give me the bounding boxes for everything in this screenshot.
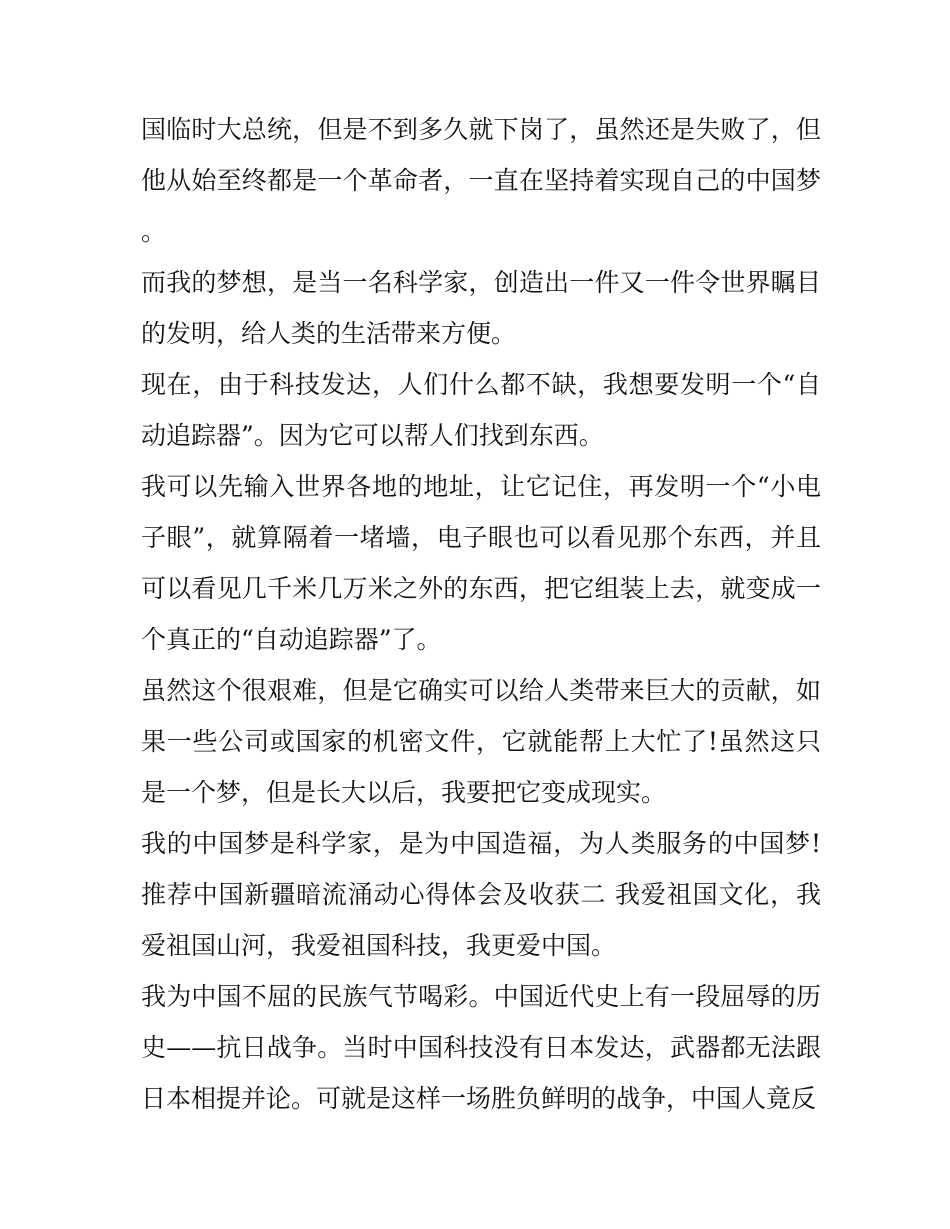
paragraph-7: 我为中国不屈的民族气节喝彩。中国近代史上有一段屈辱的历史——抗日战争。当时中国科技没有日本发达，武器都无法跟日本相提并论。可就是这样一场胜负鲜明的战争，中国人竟反 [141, 982, 821, 1113]
paragraph-5: 虽然这个很艰难，但是它确实可以给人类带来巨大的贡献，如果一些公司或国家的机密文件，它就能帮上大忙了!虽然这只是一个梦，但是长大以后，我要把它变成现实。 [141, 676, 821, 807]
paragraph-1: 国临时大总统，但是不到多久就下岗了，虽然还是失败了，但他从始至终都是一个革命者，一直在坚持着实现自己的中国梦。 [141, 115, 821, 246]
paragraph-2: 而我的梦想，是当一名科学家，创造出一件又一件令世界瞩目的发明，给人类的生活带来方便。 [141, 268, 821, 348]
document-body [141, 104, 821, 1124]
paragraph-4: 我可以先输入世界各地的地址，让它记住，再发明一个“小电子眼”，就算隔着一堵墙，电子眼也可以看见那个东西，并且可以看见几千米几万米之外的东西，把它组装上去，就变成一个真正的“自动追踪器”了。 [141, 472, 821, 654]
paragraph-6: 我的中国梦是科学家，是为中国造福，为人类服务的中国梦!推荐中国新疆暗流涌动心得体会及收获二 我爱祖国文化，我爱祖国山河，我爱祖国科技，我更爱中国。 [141, 829, 821, 960]
paragraph-3: 现在，由于科技发达，人们什么都不缺，我想要发明一个“自动追踪器”。因为它可以帮人们找到东西。 [141, 370, 821, 450]
